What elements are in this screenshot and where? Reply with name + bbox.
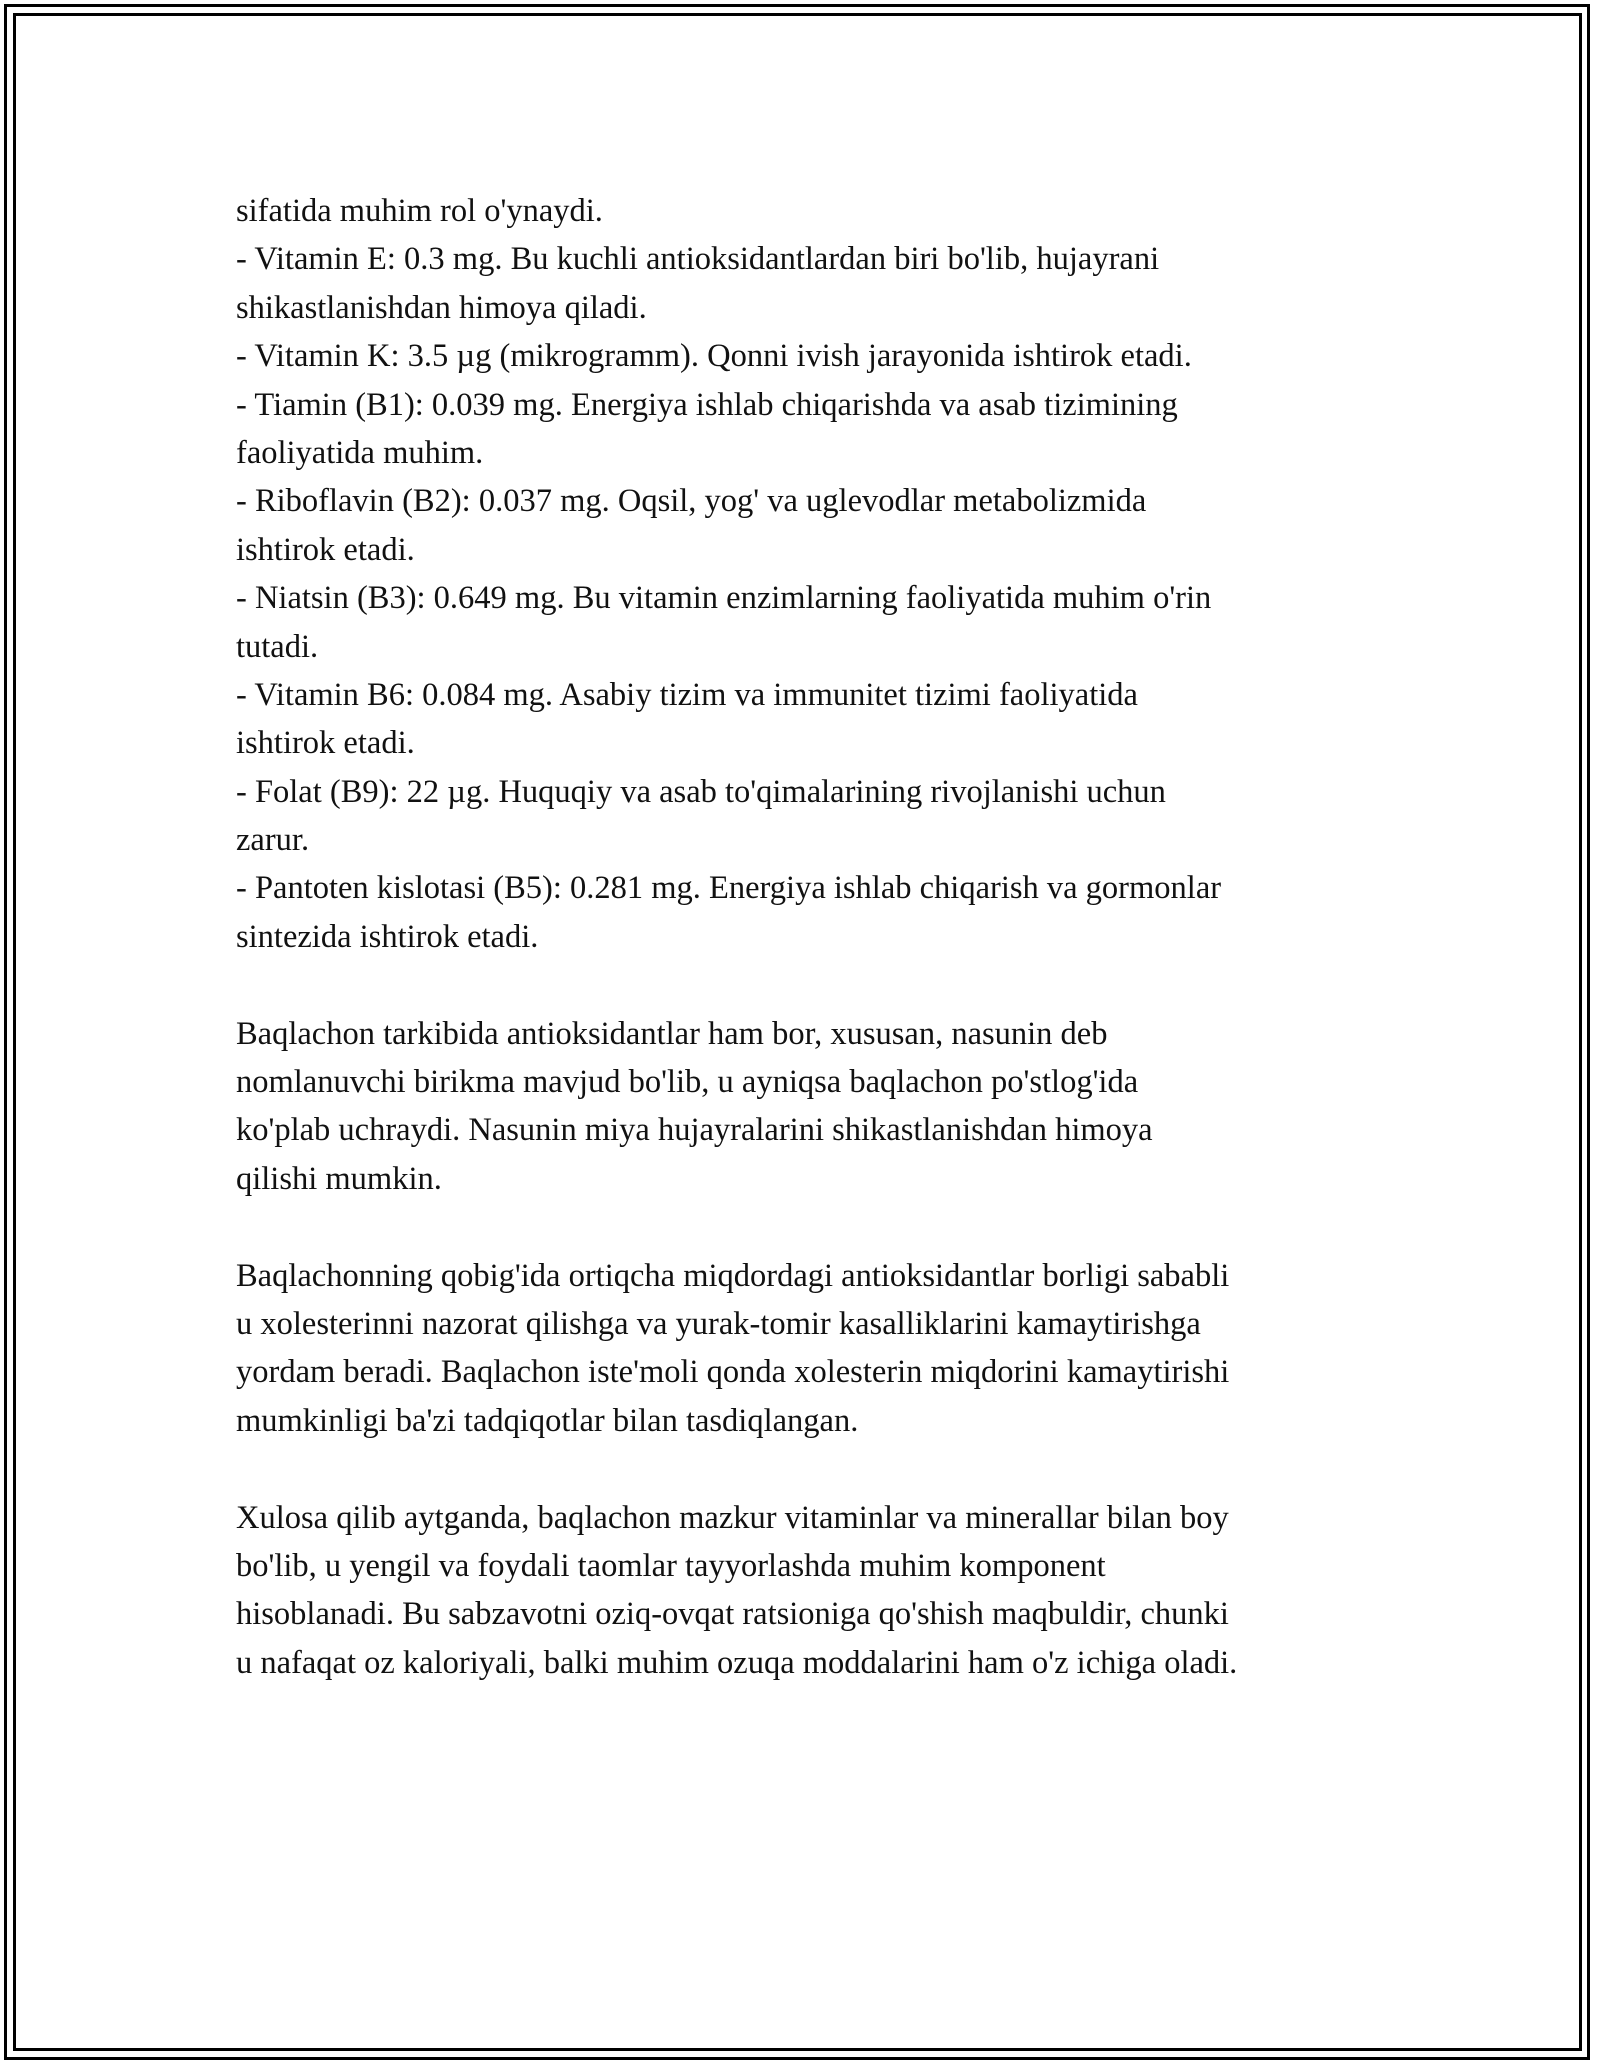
text-line: bo'lib, u yengil va foydali taomlar tayyorlashda muhim komponent [236, 1547, 1106, 1584]
text-line: tutadi. [236, 628, 319, 665]
text-line: u xolesterinni nazorat qilishga va yurak-tomir kasalliklarini kamaytirishga [236, 1305, 1201, 1342]
paragraph-spacer [236, 1203, 1386, 1251]
paragraph-antioxidants [236, 1010, 1386, 1204]
text-line: ko'plab uchraydi. Nasunin miya hujayralarini shikastlanishdan himoya [236, 1112, 1153, 1149]
text-line: ishtirok etadi. [236, 531, 415, 568]
paragraph-cholesterol [236, 1252, 1386, 1446]
text-line: - Riboflavin (B2): 0.037 mg. Oqsil, yog' va uglevodlar metabolizmida [236, 483, 1147, 520]
document-body [236, 187, 1386, 1687]
text-line: faoliyatida muhim. [236, 434, 484, 471]
text-line: - Folat (B9): 22 µg. Huquqiy va asab to'qimalarining rivojlanishi uchun [236, 773, 1166, 810]
text-line: Baqlachon tarkibida antioksidantlar ham bor, xususan, nasunin deb [236, 1015, 1108, 1052]
text-line: sintezida ishtirok etadi. [236, 918, 539, 955]
text-line: ishtirok etadi. [236, 725, 415, 762]
text-line: zarur. [236, 822, 310, 859]
text-line: Baqlachonning qobig'ida ortiqcha miqdordagi antioksidantlar borligi sababli [236, 1257, 1230, 1294]
text-line: hisoblanadi. Bu sabzavotni oziq-ovqat ratsioniga qo'shish maqbuldir, chunki [236, 1596, 1229, 1633]
paragraph-spacer [236, 1445, 1386, 1493]
text-line: - Vitamin K: 3.5 µg (mikrogramm). Qonni ivish jarayonida ishtirok etadi. [236, 338, 1192, 375]
text-line: mumkinligi ba'zi tadqiqotlar bilan tasdiqlangan. [236, 1402, 859, 1439]
text-line: - Niatsin (B3): 0.649 mg. Bu vitamin enzimlarning faoliyatida muhim o'rin [236, 580, 1212, 617]
text-line: - Vitamin E: 0.3 mg. Bu kuchli antioksidantlardan biri bo'lib, hujayrani [236, 241, 1160, 278]
text-line: - Tiamin (B1): 0.039 mg. Energiya ishlab chiqarishda va asab tizimining [236, 386, 1178, 423]
text-line: - Pantoten kislotasi (B5): 0.281 mg. Energiya ishlab chiqarish va gormonlar [236, 870, 1222, 907]
text-line: - Vitamin B6: 0.084 mg. Asabiy tizim va immunitet tizimi faoliyatida [236, 676, 1138, 713]
text-line: shikastlanishdan himoya qiladi. [236, 289, 647, 326]
text-line: nomlanuvchi birikma mavjud bo'lib, u ayniqsa baqlachon po'stlog'ida [236, 1064, 1139, 1101]
text-line: Xulosa qilib aytganda, baqlachon mazkur vitaminlar va minerallar bilan boy [236, 1499, 1229, 1536]
vitamin-list [236, 187, 1386, 961]
text-line: sifatida muhim rol o'ynaydi. [236, 193, 603, 229]
text-line: u nafaqat oz kaloriyali, balki muhim ozuqa moddalarini ham o'z ichiga oladi. [236, 1644, 1238, 1681]
paragraph-spacer [236, 961, 1386, 1009]
paragraph-conclusion [236, 1494, 1386, 1688]
text-line: yordam beradi. Baqlachon iste'moli qonda xolesterin miqdorini kamaytirishi [236, 1354, 1230, 1391]
text-line: qilishi mumkin. [236, 1160, 442, 1197]
